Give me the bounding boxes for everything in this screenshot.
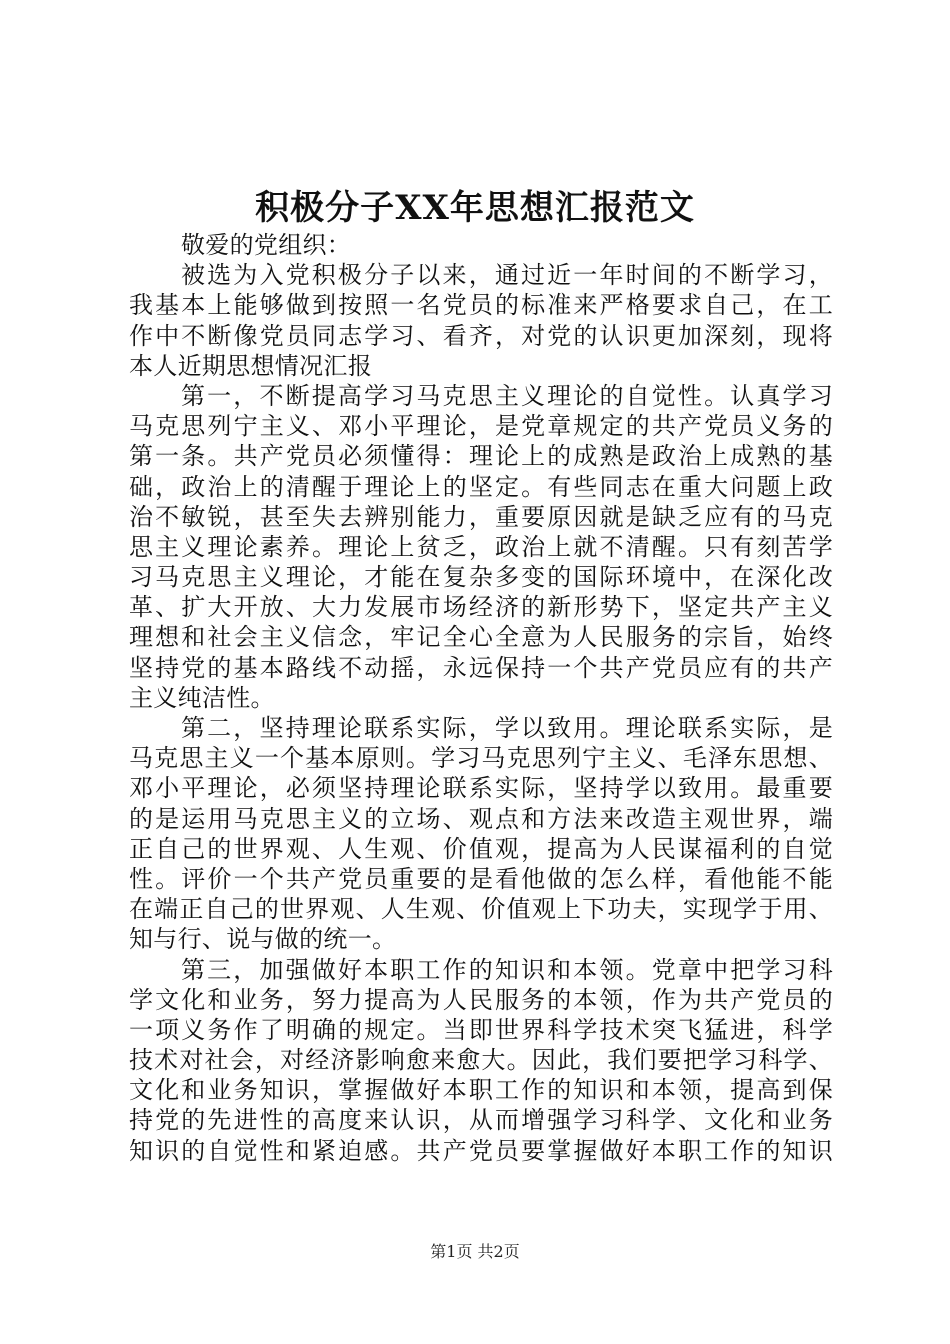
- body-line: 技术对社会，对经济影响愈来愈大。因此，我们要把学习科学、: [129, 1046, 833, 1075]
- body-line: 思主义理论素养。理论上贫乏，政治上就不清醒。只有刻苦学: [129, 532, 833, 561]
- body-line: 第一，不断提高学习马克思主义理论的自觉性。认真学习: [181, 381, 833, 410]
- body-line: 治不敏锐，甚至失去辨别能力，重要原因就是缺乏应有的马克: [129, 502, 833, 531]
- body-line: 敬爱的党组织：: [181, 231, 352, 259]
- body-line: 邓小平理论，必须坚持理论联系实际，坚持学以致用。最重要: [129, 774, 833, 803]
- body-line: 文化和业务知识，掌握做好本职工作的知识和本领，提高到保: [129, 1076, 833, 1105]
- body-line: 学文化和业务，努力提高为人民服务的本领，作为共产党员的: [129, 985, 833, 1014]
- body-line: 性。评价一个共产党员重要的是看他做的怎么样，看他能不能: [129, 864, 833, 893]
- body-line: 在端正自己的世界观、人生观、价值观上下功夫，实现学于用、: [129, 895, 833, 924]
- body-line: 第一条。共产党员必须懂得：理论上的成熟是政治上成熟的基: [129, 442, 833, 471]
- body-line: 知识的自觉性和紧迫感。共产党员要掌握做好本职工作的知识: [129, 1136, 833, 1165]
- body-line: 作中不断像党员同志学习、看齐，对党的认识更加深刻，现将: [129, 321, 833, 350]
- body-line: 主义纯洁性。: [129, 683, 275, 712]
- body-line: 知与行、说与做的统一。: [129, 925, 397, 954]
- body-line: 理想和社会主义信念，牢记全心全意为人民服务的宗旨，始终: [129, 623, 833, 652]
- body-line: 正自己的世界观、人生观、价值观，提高为人民谋福利的自觉: [129, 834, 833, 863]
- document-title: 积极分子XX年思想汇报范文: [255, 188, 695, 228]
- body-line: 习马克思主义理论，才能在复杂多变的国际环境中，在深化改: [129, 563, 833, 592]
- body-line: 我基本上能够做到按照一名党员的标准来严格要求自己，在工: [129, 291, 833, 320]
- body-line: 马克思列宁主义、邓小平理论，是党章规定的共产党员义务的: [129, 412, 833, 441]
- body-line: 被选为入党积极分子以来，通过近一年时间的不断学习，: [181, 261, 833, 290]
- body-line: 础，政治上的清醒于理论上的坚定。有些同志在重大问题上政: [129, 472, 833, 501]
- body-line: 的是运用马克思主义的立场、观点和方法来改造主观世界，端: [129, 804, 833, 833]
- body-line: 第二，坚持理论联系实际，学以致用。理论联系实际，是: [181, 714, 833, 742]
- body-line: 第三，加强做好本职工作的知识和本领。党章中把学习科: [181, 955, 833, 984]
- body-line: 本人近期思想情况汇报: [129, 351, 372, 380]
- body-line: 持党的先进性的高度来认识，从而增强学习科学、文化和业务: [129, 1106, 833, 1135]
- body-line: 坚持党的基本路线不动摇，永远保持一个共产党员应有的共产: [129, 653, 833, 682]
- body-line: 革、扩大开放、大力发展市场经济的新形势下，坚定共产主义: [129, 593, 833, 622]
- body-line: 马克思主义一个基本原则。学习马克思列宁主义、毛泽东思想、: [129, 744, 833, 773]
- body-line: 一项义务作了明确的规定。当即世界科学技术突飞猛进，科学: [129, 1015, 833, 1044]
- document-body: [129, 230, 833, 1166]
- page-footer: 第1页 共2页: [430, 1242, 520, 1261]
